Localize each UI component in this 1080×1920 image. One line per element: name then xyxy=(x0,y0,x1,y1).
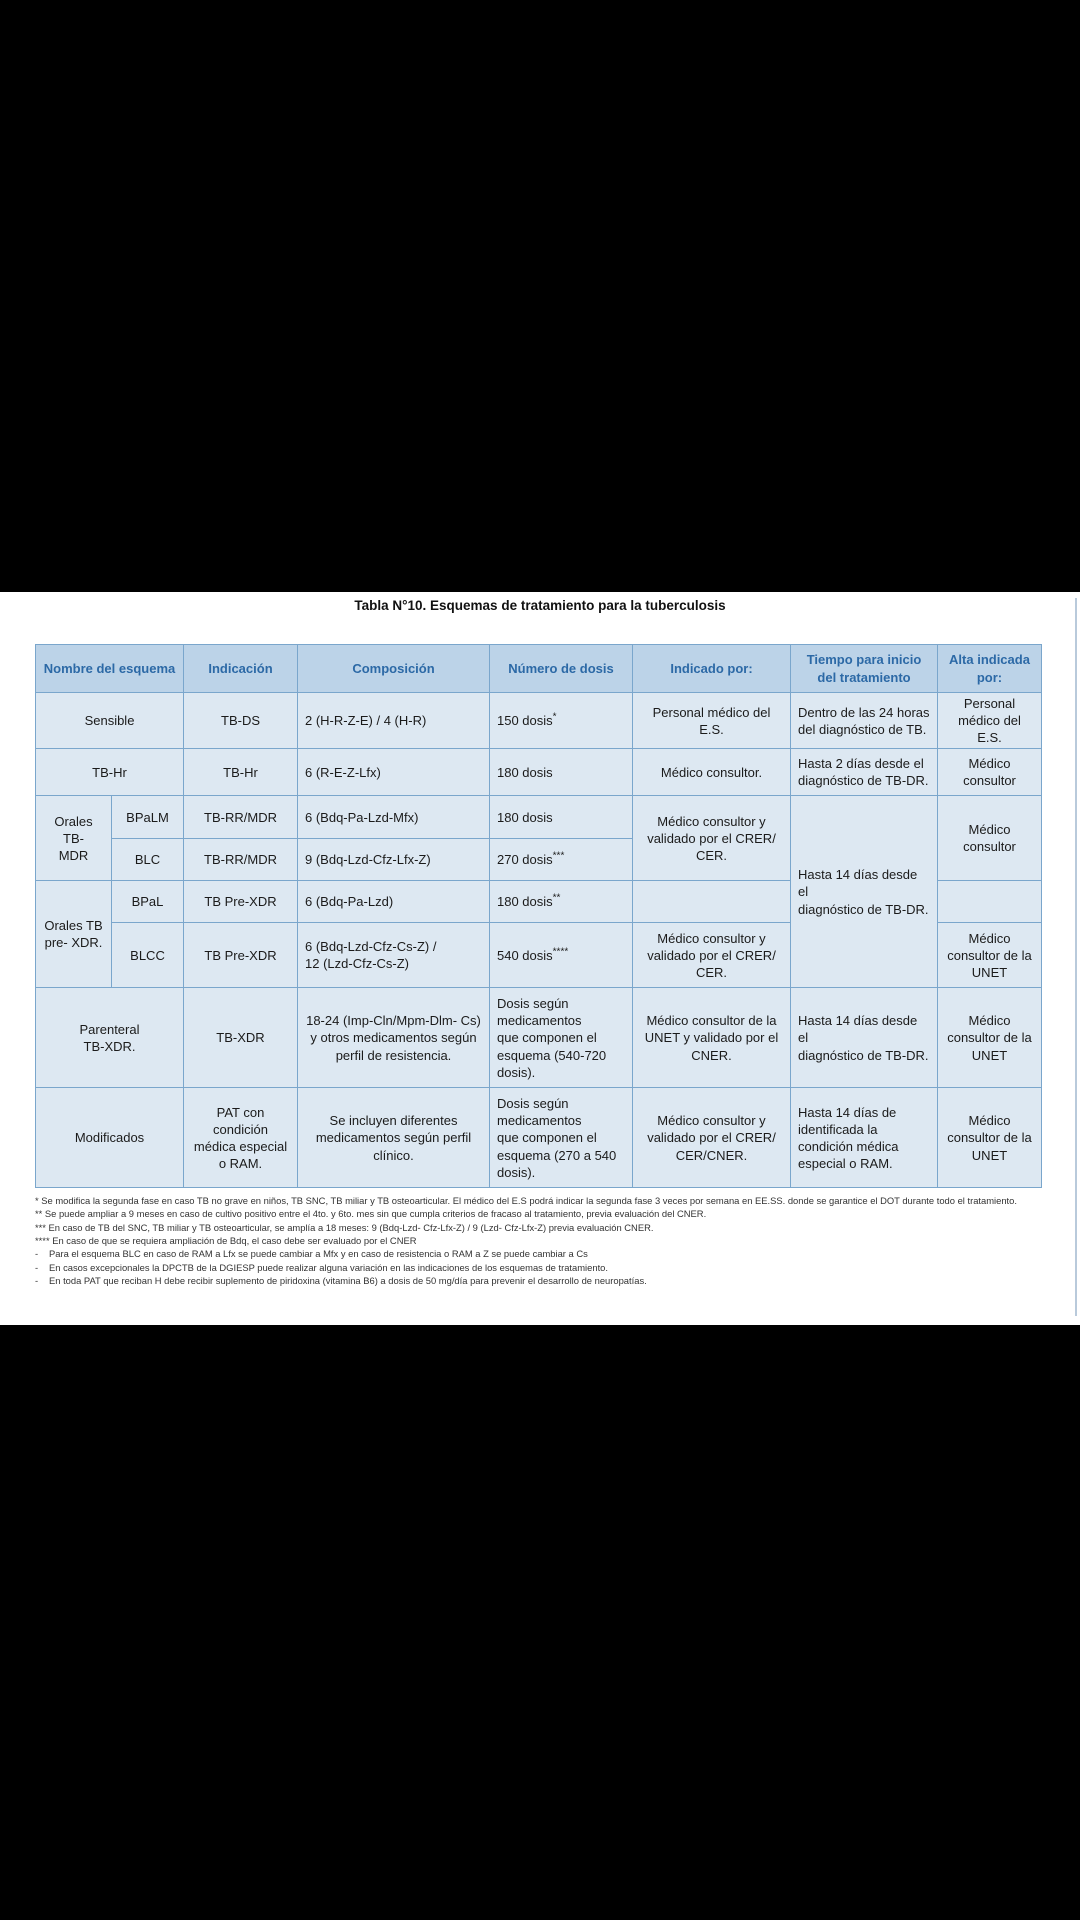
cell-indicacion: TB-DS xyxy=(184,693,298,749)
cell-indicado-por: Médico consultor y validado por el CRER/ CER/CNER. xyxy=(633,1088,791,1188)
header-alta: Alta indicada por: xyxy=(938,645,1042,693)
cell-indicacion: TB-RR/MDR xyxy=(184,796,298,839)
row-sensible xyxy=(36,693,1042,749)
cell-numero: Dosis según medicamentos que componen el esquema (270 a 540 dosis). xyxy=(490,1088,633,1188)
cell-indicacion: TB-RR/MDR xyxy=(184,839,298,881)
cell-numero: 180 dosis xyxy=(490,749,633,796)
footnote: **** En caso de que se requiera ampliación de Bdq, el caso debe ser evaluado por el CNER xyxy=(35,1235,417,1247)
footnote: * Se modifica la segunda fase en caso TB no grave en niños, TB SNC, TB miliar y TB osteoarticular. El médico del E.S podrá indicar la segunda fase 3 veces por semana en EE.SS. donde se garantice el DOT durante todo el tratamiento. xyxy=(35,1195,1017,1206)
cell-nombre: TB-Hr xyxy=(36,749,184,796)
header-numero: Número de dosis xyxy=(490,645,633,693)
cell-indicacion: PAT con condición médica especial o RAM. xyxy=(184,1088,298,1188)
treatment-schemes-table xyxy=(35,644,1042,1188)
footnotes xyxy=(35,1194,1041,1287)
cell-composicion: 9 (Bdq-Lzd-Cfz-Lfx-Z) xyxy=(298,839,490,881)
cell-composicion: 6 (Bdq-Pa-Lzd) xyxy=(298,881,490,923)
cell-composicion: 6 (R-E-Z-Lfx) xyxy=(298,749,490,796)
cell-indicacion: TB-XDR xyxy=(184,988,298,1088)
cell-composicion: 2 (H-R-Z-E) / 4 (H-R) xyxy=(298,693,490,749)
cell-indicado-por: Personal médico del E.S. xyxy=(633,693,791,749)
cell-nombre: BLCC xyxy=(112,923,184,988)
cell-alta-empty xyxy=(938,881,1042,923)
page-edge-line xyxy=(1075,598,1077,1316)
row-tb-hr xyxy=(36,749,1042,796)
row-bpalm xyxy=(36,796,1042,839)
cell-alta: Médico consultor de la UNET xyxy=(938,923,1042,988)
footnote: - En casos excepcionales la DPCTB de la DGIESP puede realizar alguna variación en las indicaciones de los esquemas de tratamiento. xyxy=(35,1261,608,1273)
header-indicacion: Indicación xyxy=(184,645,298,693)
footnote: ** Se puede ampliar a 9 meses en caso de cultivo positivo entre el 4to. y 6to. mes sin que cumpla criterios de fracaso al tratamiento, previa evaluación del CNER. xyxy=(35,1208,707,1220)
cell-composicion: 6 (Bdq-Pa-Lzd-Mfx) xyxy=(298,796,490,839)
cell-group-orales-mdr: Orales TB- MDR xyxy=(36,796,112,881)
cell-tiempo: Hasta 2 días desde el diagnóstico de TB-DR. xyxy=(791,749,938,796)
cell-composicion: 18-24 (Imp-Cln/Mpm-Dlm- Cs) y otros medicamentos según perfil de resistencia. xyxy=(298,988,490,1088)
cell-tiempo-orales: Hasta 14 días desde el diagnóstico de TB-DR. xyxy=(791,796,938,988)
cell-numero: 180 dosis** xyxy=(490,881,633,923)
cell-numero: Dosis según medicamentos que componen el esquema (540-720 dosis). xyxy=(490,988,633,1088)
cell-tiempo: Hasta 14 días de identificada la condición médica especial o RAM. xyxy=(791,1088,938,1188)
footnote: - En toda PAT que reciban H debe recibir suplemento de piridoxina (vitamina B6) a dosis de 50 mg/día para prevenir el desarrollo de neuropatías. xyxy=(35,1275,647,1287)
cell-numero: 150 dosis* xyxy=(490,693,633,749)
row-parenteral xyxy=(36,988,1042,1088)
cell-indicado-por: Médico consultor. xyxy=(633,749,791,796)
cell-alta: Médico consultor xyxy=(938,749,1042,796)
cell-alta: Médico consultor xyxy=(938,796,1042,881)
cell-indicado-por: Médico consultor de la UNET y validado por el CNER. xyxy=(633,988,791,1088)
cell-numero: 540 dosis**** xyxy=(490,923,633,988)
document-page xyxy=(0,592,1080,1325)
cell-indicacion: TB Pre-XDR xyxy=(184,923,298,988)
header-tiempo: Tiempo para inicio del tratamiento xyxy=(791,645,938,693)
table-title: Tabla N°10. Esquemas de tratamiento para la tuberculosis xyxy=(354,598,726,613)
cell-indicado-por: Médico consultor y validado por el CRER/ CER. xyxy=(633,796,791,881)
cell-nombre: BPaLM xyxy=(112,796,184,839)
cell-indicacion: TB Pre-XDR xyxy=(184,881,298,923)
header-row xyxy=(36,645,1042,693)
cell-nombre: Modificados xyxy=(36,1088,184,1188)
cell-nombre: BLC xyxy=(112,839,184,881)
cell-tiempo: Hasta 14 días desde el diagnóstico de TB-DR. xyxy=(791,988,938,1088)
header-nombre: Nombre del esquema xyxy=(36,645,184,693)
cell-alta: Médico consultor de la UNET xyxy=(938,988,1042,1088)
cell-nombre: Parenteral TB-XDR. xyxy=(36,988,184,1088)
header-composicion: Composición xyxy=(298,645,490,693)
cell-composicion: 6 (Bdq-Lzd-Cfz-Cs-Z) / 12 (Lzd-Cfz-Cs-Z) xyxy=(298,923,490,988)
header-indicado-por: Indicado por: xyxy=(633,645,791,693)
cell-alta: Médico consultor de la UNET xyxy=(938,1088,1042,1188)
row-modificados xyxy=(36,1088,1042,1188)
cell-alta: Personal médico del E.S. xyxy=(938,693,1042,749)
cell-indicado-por-empty xyxy=(633,881,791,923)
cell-group-orales-prexdr: Orales TB pre- XDR. xyxy=(36,881,112,988)
cell-indicado-por: Médico consultor y validado por el CRER/ CER. xyxy=(633,923,791,988)
footnote: *** En caso de TB del SNC, TB miliar y TB osteoarticular, se amplía a 18 meses: 9 (Bdq-Lzd- Cfz-Lfx-Z) / 9 (Lzd- Cfz-Lfx-Z) previa evaluación CNER. xyxy=(35,1221,654,1233)
cell-nombre: Sensible xyxy=(36,693,184,749)
cell-tiempo: Dentro de las 24 horas del diagnóstico de TB. xyxy=(791,693,938,749)
cell-numero: 270 dosis*** xyxy=(490,839,633,881)
cell-indicacion: TB-Hr xyxy=(184,749,298,796)
footnote: - Para el esquema BLC en caso de RAM a Lfx se puede cambiar a Mfx y en caso de resistencia o RAM a Z se puede cambiar a Cs xyxy=(35,1248,588,1260)
cell-composicion: Se incluyen diferentes medicamentos según perfil clínico. xyxy=(298,1088,490,1188)
cell-nombre: BPaL xyxy=(112,881,184,923)
cell-numero: 180 dosis xyxy=(490,796,633,839)
